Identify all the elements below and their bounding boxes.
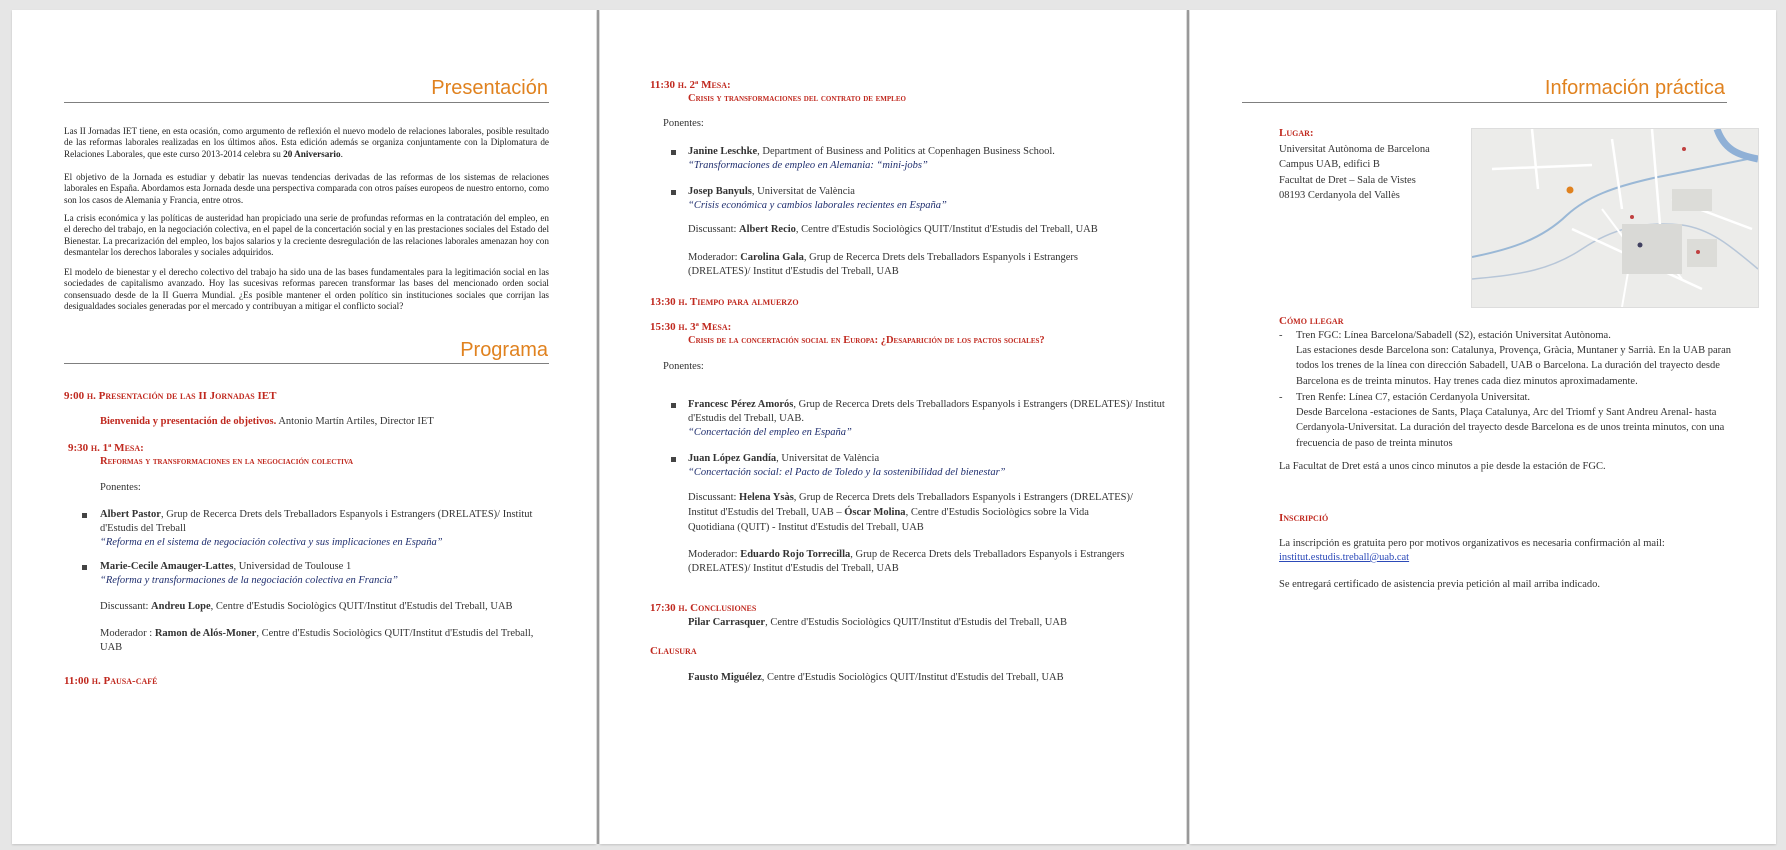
bullet bbox=[671, 403, 676, 408]
bullet bbox=[671, 457, 676, 462]
lugar-block: Lugar: Universitat Autònoma de Barcelona Campus UAB, edifici B Facultat de Dret – Sala de Vistes 08193 Cerdanyola del Vallès bbox=[1279, 127, 1430, 201]
ponentes-label: Ponentes: bbox=[663, 361, 704, 372]
moderador-rojo-torrecilla: Moderador: Eduardo Rojo Torrecilla, Grup de Recerca Drets dels Treballadors Espanyols i Estrangers (DRELATES)/ Institut d'Estudis del Treball, UAB bbox=[688, 549, 1125, 574]
intro-paragraph-4: El modelo de bienestar y el derecho colectivo del trabajo ha sido una de las bases fundamentales para la legitimación social en las sociedades de capitalismo avanzado. Hoy las sucesivas reformas parecen transformar las bases del mencionado orden social consensuado desde de la II Guerra Mundial. ¿Es posible mantener el orden político sin instituciones sociales que corrijan las desigualdades sociales generadas por el mercado y contribuyan a mitigar el conflicto social? bbox=[64, 267, 549, 311]
intro-paragraph-1: Las II Jornadas IET tiene, en esta ocasión, como argumento de reflexión el nuevo modelo de relaciones laborales, posible resultado de las reformas laborales realizadas en los últimos años. Esta edición además se organiza conjuntamente con la Diplomatura de Relaciones Laborales, que este curso 2013-2014 celebra su 20 Aniversario. bbox=[64, 126, 549, 159]
email-link[interactable]: institut.estudis.treball@uab.cat bbox=[1279, 552, 1410, 563]
moderador-carolina-gala: Moderador: Carolina Gala, Grup de Recerca Drets dels Treballadors Espanyols i Estrangers (DRELATES)/ Institut d'Estudis del Treball, UAB bbox=[688, 252, 1078, 277]
facultat-note: La Facultat de Dret está a unos cinco minutos a pie desde la estación de FGC. bbox=[1279, 461, 1606, 472]
discussant-albert-recio: Discussant: Albert Recio, Centre d'Estudis Sociològics QUIT/Institut d'Estudis del Treball, UAB bbox=[688, 224, 1098, 235]
bullet bbox=[671, 190, 676, 195]
speaker-albert-pastor: Albert Pastor, Grup de Recerca Drets dels Treballadors Espanyols i Estrangers (DRELATES)/ Institut d'Estudis del Treball “Reforma en el sistema de negociación colectiva y sus implicaciones en España” bbox=[100, 509, 533, 548]
page-2 bbox=[600, 10, 1186, 844]
bullet bbox=[82, 565, 87, 570]
presentacion-heading: Presentación bbox=[431, 77, 548, 99]
campus-map-drawing bbox=[1472, 129, 1758, 307]
session-presentacion: 9:00 h. Presentación de las II Jornadas IET bbox=[64, 390, 277, 402]
pausa-cafe: 11:00 h. Pausa-café bbox=[64, 675, 158, 687]
como-llegar-fgc: - Tren FGC: Línea Barcelona/Sabadell (S2), estación Universitat Autònoma. Las estaciones desde Barcelona son: Catalunya, Provença, Gràcia, Muntaner y Sarrià. En la UAB paran todos los trenes de la línea con dirección Sabadell, UAB o Barcelona. La duración del trayecto desde Barcelona es de treinta minutos. Hay trenes cada diez minutos aproximadamente. bbox=[1279, 330, 1732, 387]
ponentes-label: Ponentes: bbox=[100, 482, 141, 493]
clausura-speaker: Fausto Miguélez, Centre d'Estudis Sociològics QUIT/Institut d'Estudis del Treball, UAB bbox=[688, 672, 1064, 683]
informacion-practica-heading: Información práctica bbox=[1544, 77, 1725, 99]
mesa-2-heading: 11:30 h. 2ª Mesa: Crisis y transformaciones del contrato de empleo bbox=[650, 79, 906, 104]
conclusiones-heading: 17:30 h. Conclusiones bbox=[650, 602, 757, 614]
page-3 bbox=[1190, 10, 1776, 844]
mesa-3-heading: 15:30 h. 3ª Mesa: Crisis de la concertación social en Europa: ¿Desaparición de los pactos sociales? bbox=[650, 321, 1045, 346]
discussant-andreu-lope: Discussant: Andreu Lope, Centre d'Estudis Sociològics QUIT/Institut d'Estudis del Treball, UAB bbox=[100, 601, 513, 612]
clausura-heading: Clausura bbox=[650, 645, 697, 657]
inscripcio-text: La inscripción es gratuita pero por motivos organizativos es necesaria confirmación al mail: institut.estudis.treball@uab.cat bbox=[1279, 538, 1665, 563]
session-bienvenida: Bienvenida y presentación de objetivos. Antonio Martín Artiles, Director IET bbox=[100, 416, 434, 427]
intro-paragraph-2: El objetivo de la Jornada es estudiar y debatir las nuevas tendencias derivadas de las reformas de los sistemas de relaciones laborales en España. Abordamos esta Jornada desde una perspectiva comparada con otros países europeos de nuestro entorno, como son los casos de Alemania y Francia, entre otros. bbox=[64, 172, 549, 205]
campus-map[interactable] bbox=[1471, 128, 1759, 308]
discussant-ysas-molina: Discussant: Helena Ysàs, Grup de Recerca Drets dels Treballadors Espanyols i Estrangers (DRELATES)/ Institut d'Estudis del Treball, UAB – Óscar Molina, Centre d'Estudis Sociològics sobre la Vida Quotidiana (QUIT) - Institut d'Estudis del Treball, UAB bbox=[688, 492, 1133, 533]
bullet bbox=[671, 150, 676, 155]
ponentes-label: Ponentes: bbox=[663, 118, 704, 129]
page-separator bbox=[1187, 10, 1189, 844]
presentacion-rule bbox=[64, 102, 549, 103]
speaker-perez-amoros: Francesc Pérez Amorós, Grup de Recerca Drets dels Treballadors Espanyols i Estrangers (DRELATES)/ Institut d'Estudis del Treball, UAB. “Concertación del empleo en España” bbox=[688, 399, 1165, 438]
inscripcio-heading: Inscripció bbox=[1279, 512, 1329, 524]
informacion-rule bbox=[1242, 102, 1727, 103]
speaker-lopez-gandia: Juan López Gandía, Universitat de València “Concertación social: el Pacto de Toledo y la sostenibilidad del bienestar” bbox=[688, 453, 1006, 478]
certificado-note: Se entregará certificado de asistencia previa petición al mail arriba indicado. bbox=[1279, 579, 1600, 590]
speaker-janine-leschke: Janine Leschke, Department of Business and Politics at Copenhagen Business School. “Transformaciones de empleo en Alemania: “mini-jobs” bbox=[688, 146, 1055, 171]
como-llegar-renfe: - Tren Renfe: Línea C7, estación Cerdanyola Universitat. Desde Barcelona -estaciones de Sants, Plaça Catalunya, Arc del Triomf y Sant Andreu Arenal- hasta Cerdanyola-Universitat. La duración del trayecto desde Barcelona es de unos treinta minutos, con una frecuencia de paso de treinta minutos bbox=[1279, 392, 1725, 449]
programa-rule bbox=[64, 363, 549, 364]
intro-paragraph-3: La crisis económica y las políticas de austeridad han propiciado una serie de profundas reformas en la contratación del empleo, en el derecho del trabajo, en la negociación colectiva, en el papel de la concertación social y en las prestaciones sociales del Estado del Bienestar. La precarización del empleo, los bajos salarios y la creciente desregulación de las relaciones laborales amenazan hoy con desmantelar los derechos laborales y sociales adquiridos. bbox=[64, 213, 549, 257]
tiempo-almuerzo: 13:30 h. Tiempo para almuerzo bbox=[650, 296, 799, 308]
speaker-amauger-lattes: Marie-Cecile Amauger-Lattes, Universidad de Toulouse 1 “Reforma y transformaciones de la negociación colectiva en Francia” bbox=[100, 561, 399, 586]
programa-heading: Programa bbox=[460, 339, 548, 361]
conclusiones-speaker: Pilar Carrasquer, Centre d'Estudis Sociològics QUIT/Institut d'Estudis del Treball, UAB bbox=[688, 617, 1067, 628]
page-1 bbox=[12, 10, 596, 844]
bullet bbox=[82, 513, 87, 518]
speaker-josep-banyuls: Josep Banyuls, Universitat de València “Crisis económica y cambios laborales recientes en España” bbox=[688, 186, 947, 211]
como-llegar-heading: Cómo llegar bbox=[1279, 315, 1344, 327]
page-separator bbox=[597, 10, 599, 844]
mesa-1-heading: 9:30 h. 1ª Mesa: Reformas y transformaciones en la negociación colectiva bbox=[68, 442, 354, 467]
moderador-ramon-alos: Moderador : Ramon de Alós-Moner, Centre d'Estudis Sociològics QUIT/Institut d'Estudis del Treball, UAB bbox=[100, 628, 534, 653]
